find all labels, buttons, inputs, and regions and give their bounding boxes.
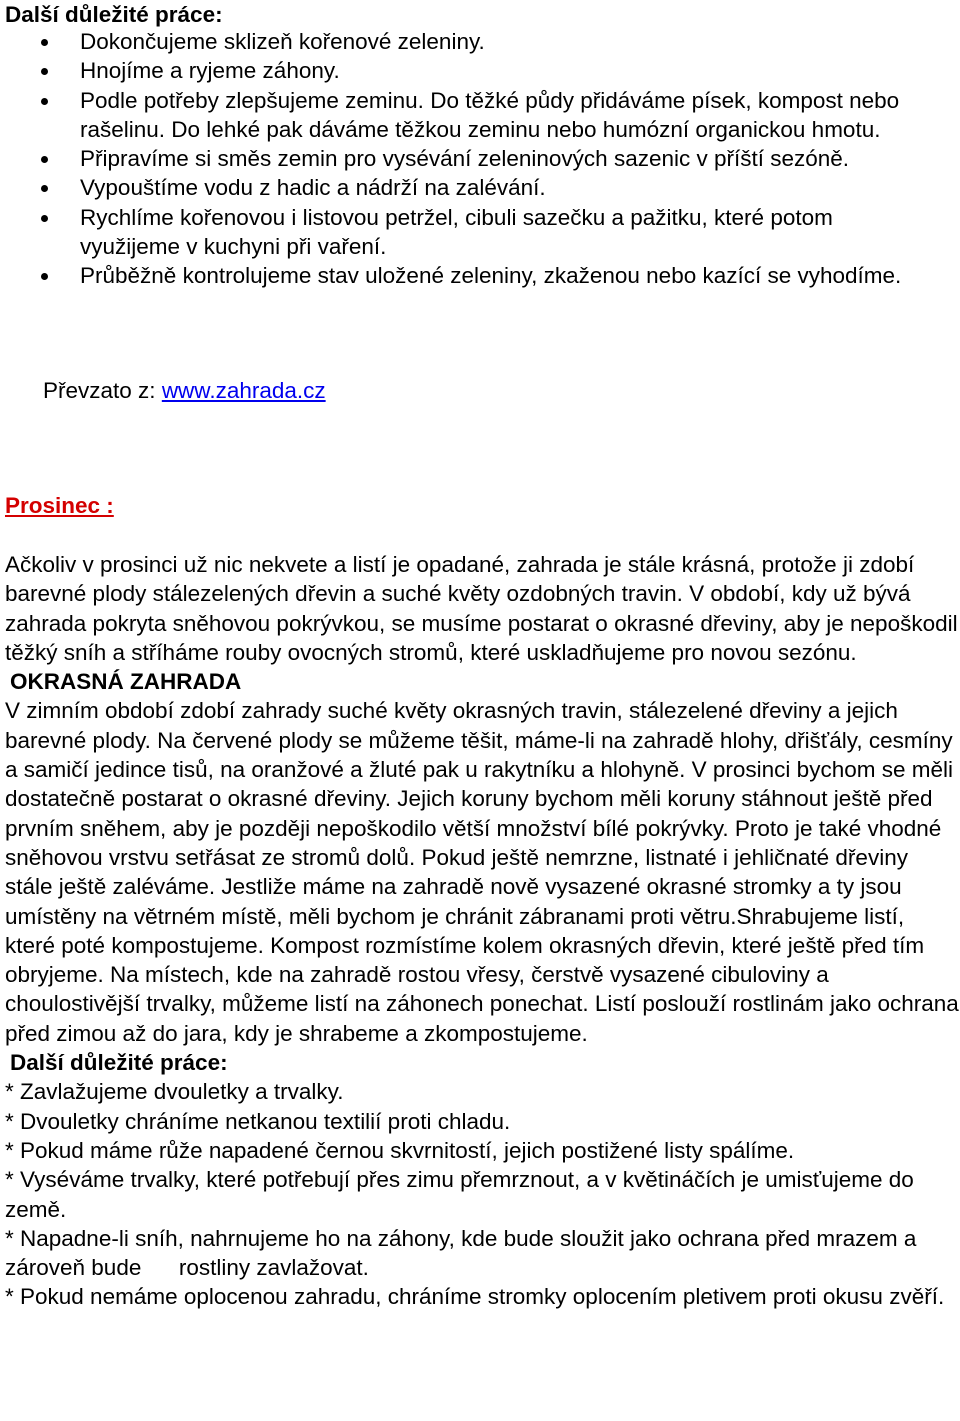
- bullet-list: [0, 27, 960, 291]
- ornamental-garden-heading: OKRASNÁ ZAHRADA: [10, 669, 242, 695]
- december-body: [5, 550, 960, 1312]
- bullet-icon: [41, 98, 48, 105]
- list-item-text: Připravíme si směs zemin pro vysévání zeleninových sazenic v příští sezóně.: [80, 146, 850, 172]
- more-work-item: * Pokud nemáme oplocenou zahradu, chráníme stromky oplocením pletivem proti okusu zvěří.: [5, 1284, 945, 1310]
- list-item: [0, 261, 960, 290]
- list-item: [0, 203, 960, 262]
- bullet-icon: [41, 215, 48, 222]
- list-item-text: Vypouštíme vodu z hadic a nádrží na zalévání.: [80, 175, 546, 201]
- bullet-icon: [41, 68, 48, 75]
- more-work-item: * Pokud máme růže napadené černou skvrnitostí, jejich postižené listy spálíme.: [5, 1137, 795, 1163]
- bullet-icon: [41, 273, 48, 280]
- list-item-text: Dokončujeme sklizeň kořenové zeleniny.: [80, 29, 485, 54]
- list-item-text: Průběžně kontrolujeme stav uložené zeleniny, zkaženou nebo kazící se vyhodíme.: [80, 263, 902, 289]
- december-intro: Ačkoliv v prosinci už nic nekvete a listí je opadané, zahrada je stále krásná, protože ji zdobí barevné plody stálezelených dřevin a suché květy ozdobných travin. V období, kdy už bývá zahrada pokryta sněhovou pokrývkou, se musíme postarat o okrasné dřeviny, aby je nepoškodil těžký sníh a stříháme rouby ovocných stromů, které uskladňujeme pro novou sezónu.: [5, 552, 958, 665]
- more-work-item: * Dvouletky chráníme netkanou textilií proti chladu.: [5, 1108, 511, 1134]
- source-line: [43, 376, 326, 405]
- list-item: [0, 173, 960, 202]
- more-work-item: * Napadne-li sníh, nahrnujeme ho na záhony, kde bude sloužit jako ochrana před mrazem a zároveň bude rostliny zavlažovat.: [5, 1225, 923, 1281]
- source-link[interactable]: www.zahrada.cz: [161, 378, 326, 403]
- more-work-heading: Další důležité práce:: [10, 1050, 228, 1076]
- list-item: [0, 86, 960, 145]
- list-item: [0, 56, 960, 85]
- source-label: Převzato z:: [43, 378, 156, 403]
- more-work-item: * Zavlažujeme dvouletky a trvalky.: [5, 1079, 344, 1105]
- more-work-item: * Vyséváme trvalky, které potřebují přes zimu přemrznout, a v květináčích je umisťujeme do země.: [5, 1167, 914, 1222]
- list-item-text: Podle potřeby zlepšujeme zeminu. Do těžké půdy přidáváme písek, kompost nebo rašelinu. Do lehké pak dáváme těžkou zeminu nebo humózní organickou hmotu.: [80, 87, 900, 142]
- bullet-icon: [41, 39, 48, 46]
- bullet-icon: [41, 156, 48, 163]
- list-item-text: Hnojíme a ryjeme záhony.: [80, 58, 340, 84]
- december-title: Prosinec :: [5, 493, 114, 518]
- bullet-icon: [41, 185, 48, 192]
- list-item: [0, 27, 960, 56]
- list-item-text: Rychlíme kořenovou i listovou petržel, cibuli sazečku a pažitku, které potom využijeme v kuchyni při vaření.: [80, 204, 833, 260]
- ornamental-garden-text: V zimním období zdobí zahrady suché květy okrasných travin, stálezelené dřeviny a jejich barevné plody. Na červené plody se můžeme těšit, máme-li na zahradě hlohy, dřišťály, cesmíny a samičí jedince tisů, na oranžové a žluté pak u rakytníku a hlohyně. V prosinci bychom se měli dostatečně postarat o okrasné dřeviny. Jejich koruny bychom měli koruny stáhnout ještě před prvním sněhem, aby je později nepoškodilo větší množství bílé pokrývky. Proto je také vhodné sněhovou vrstvu setřásat ze stromů dolů. Pokud ještě nemrzne, listnaté i jehličnaté dřeviny stále ještě zaléváme. Jestliže máme na zahradě nově vysazené okrasné stromky a ty jsou umístěny na větrném místě, měli bychom je chránit zábranami proti větru.Shrabujeme listí, které poté kompostujeme. Kompost rozmístíme kolem okrasných dřevin, které ještě před tím obryjeme. Na místech, kde na zahradě rostou vřesy, čerstvě vysazené cibuloviny a choulostivější trvalky, můžeme listí na záhonech ponechat. Listí poslouží rostlinám jako ochrana před zimou až do jara, kdy je shrabeme a zkompostujeme.: [5, 698, 959, 1046]
- section-heading-other-work: Další důležité práce:: [5, 2, 223, 27]
- list-item: [0, 144, 960, 173]
